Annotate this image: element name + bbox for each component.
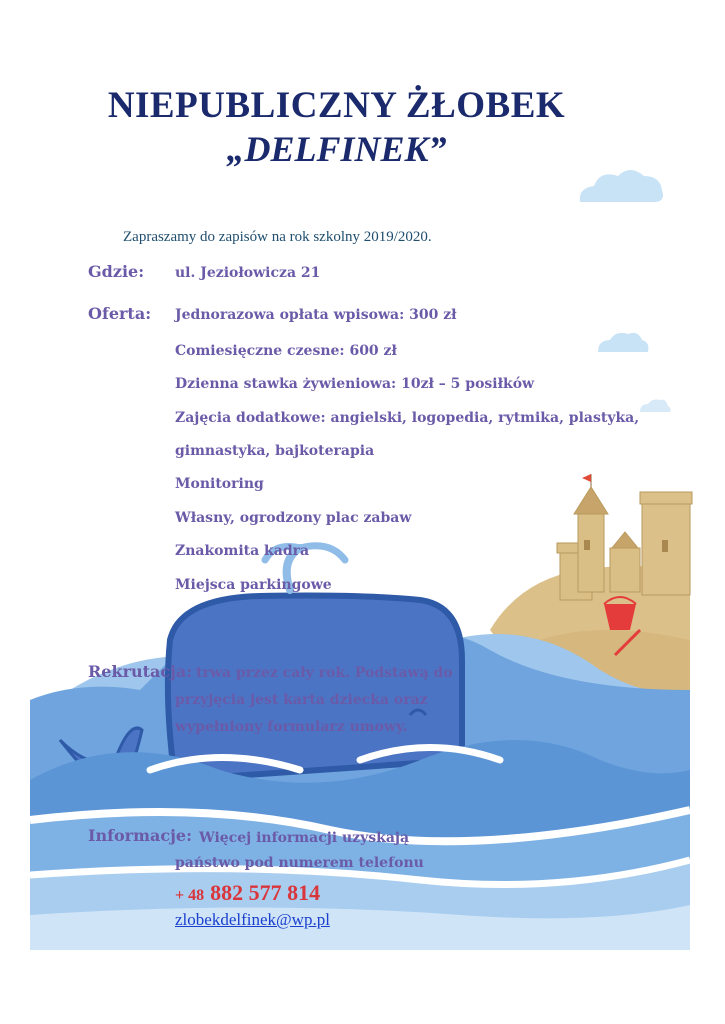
intro-text: Zapraszamy do zapisów na rok szkolny 2019/2020. bbox=[123, 229, 432, 245]
offer-item: Monitoring bbox=[175, 476, 264, 492]
info-label: Informacje: bbox=[88, 826, 193, 845]
where-value: ul. Jeziołowicza 21 bbox=[175, 265, 321, 281]
recruitment-line: trwa przez cały rok. Podstawą do bbox=[196, 665, 453, 681]
offer-item: Własny, ogrodzony plac zabaw bbox=[175, 510, 412, 526]
where-label: Gdzie: bbox=[88, 262, 145, 281]
recruitment-line: przyjęcia jest karta dziecka oraz bbox=[175, 692, 428, 708]
page-title: NIEPUBLICZNY ŻŁOBEK bbox=[107, 85, 566, 126]
cloud-icon bbox=[580, 170, 663, 202]
cloud-icon bbox=[640, 400, 671, 413]
info-line: państwo pod numerem telefonu bbox=[175, 855, 424, 871]
recruitment-label: Rekrutacja: bbox=[88, 662, 193, 681]
offer-item: Comiesięczne czesne: 600 zł bbox=[175, 343, 397, 359]
phone-digits: 882 577 814 bbox=[210, 880, 321, 905]
offer-item: Miejsca parkingowe bbox=[175, 577, 332, 593]
info-line: Więcej informacji uzyskają bbox=[199, 830, 410, 846]
offer-label: Oferta: bbox=[88, 304, 152, 323]
recruitment-line: wypełniony formularz umowy. bbox=[175, 719, 408, 735]
phone-number[interactable] bbox=[175, 880, 320, 906]
offer-item: Dzienna stawka żywieniowa: 10zł – 5 posiłków bbox=[175, 376, 535, 392]
offer-item: gimnastyka, bajkoterapia bbox=[175, 443, 375, 459]
email-link[interactable]: zlobekdelfinek@wp.pl bbox=[175, 910, 330, 929]
phone-prefix: + 48 bbox=[175, 887, 205, 904]
offer-item: Zajęcia dodatkowe: angielski, logopedia, rytmika, plastyka, bbox=[175, 410, 640, 426]
offer-item: Jednorazowa opłata wpisowa: 300 zł bbox=[175, 307, 457, 323]
cloud-icon bbox=[598, 333, 648, 352]
offer-item: Znakomita kadra bbox=[175, 543, 310, 559]
page-subtitle: „DELFINEK” bbox=[226, 129, 447, 169]
